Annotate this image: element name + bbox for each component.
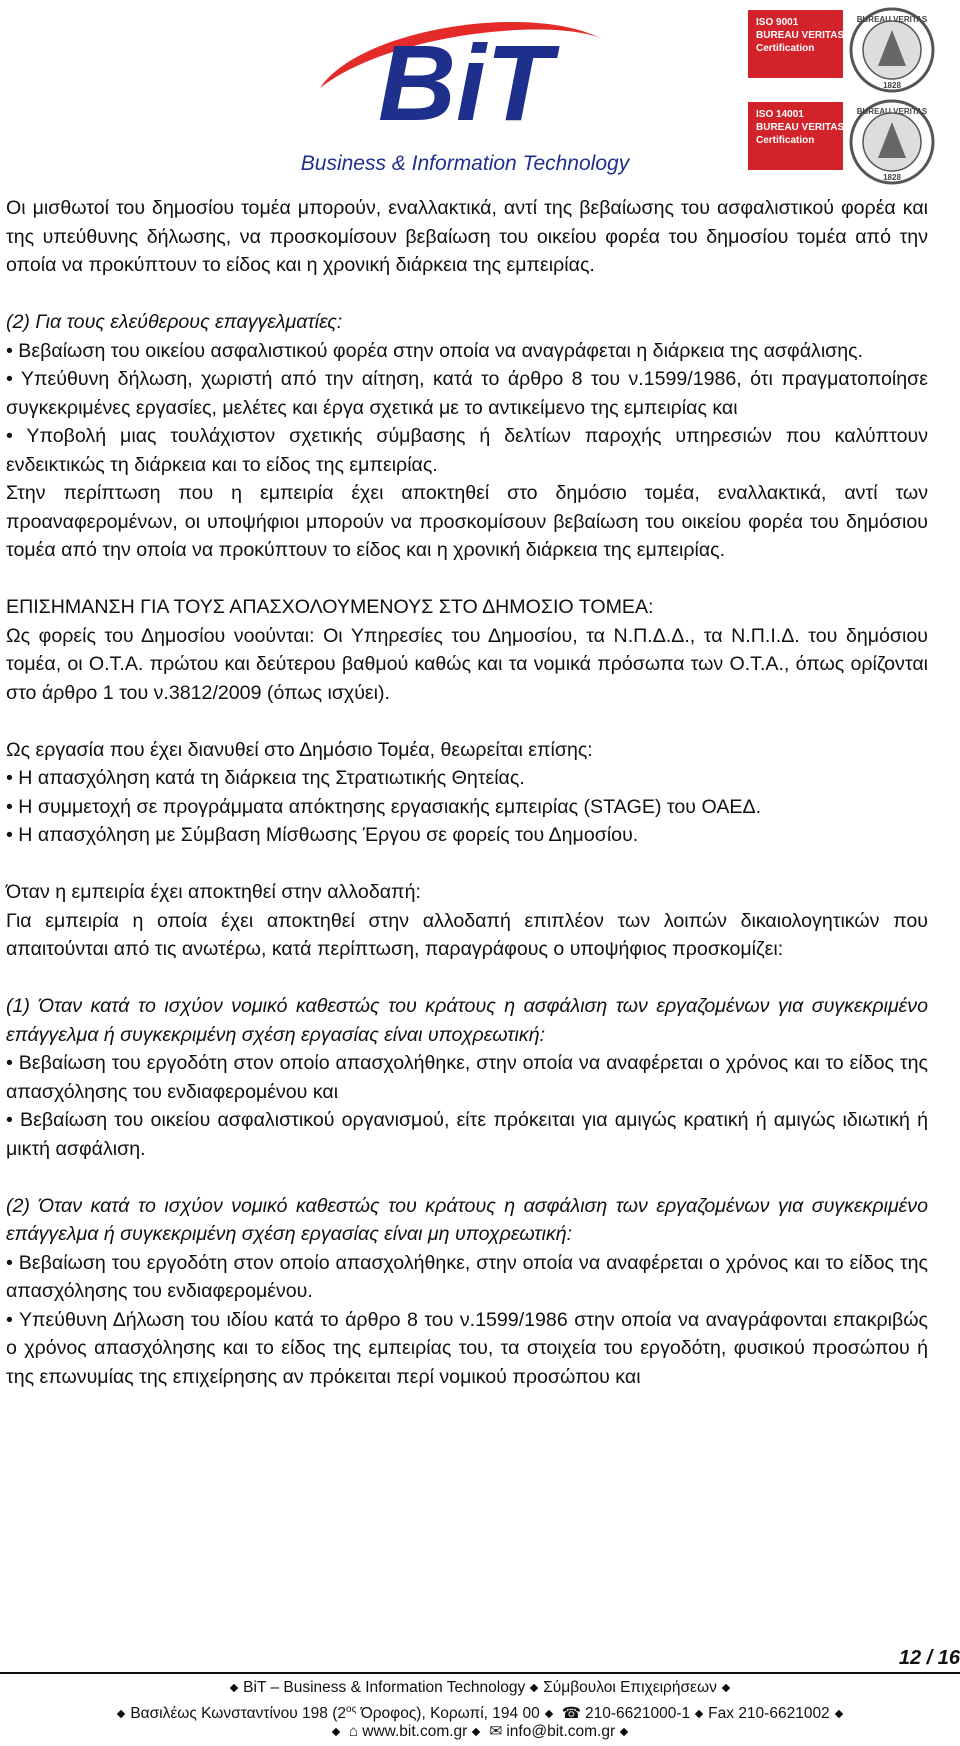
svg-text:1828: 1828 (883, 173, 901, 182)
page-header (0, 0, 960, 190)
document-body (6, 194, 928, 1391)
diamond-icon (117, 1710, 125, 1718)
bullet-item: • Η απασχόληση κατά τη διάρκεια της Στρατιωτικής Θητείας. (6, 767, 525, 789)
phone-icon: ☎ (561, 1705, 582, 1723)
section-heading: (1) Όταν κατά το ισχύον νομικό καθεστώς του κράτους η ασφάλιση των εργαζομένων για συγκεκριμένο επάγγελμα ή συγκεκριμένη σχέση εργασίας είναι υποχρεωτική: (6, 995, 928, 1046)
diamond-icon (472, 1728, 480, 1736)
website-link[interactable]: www.bit.com.gr (362, 1723, 468, 1741)
footer-company-line: BiT – Business & Information Technology Σύμβουλοι Επιχειρήσεων (0, 1678, 960, 1698)
page-footer (0, 1647, 960, 1746)
bullet-item: • Βεβαίωση του εργοδότη στον οποίο απασχολήθηκε, στην οποία να αναφέρεται ο χρόνος και το είδος της απασχόλησης του ενδιαφερομένου. (6, 1251, 928, 1302)
bullet-item: • Υποβολή μιας τουλάχιστον σχετικής σύμβασης ή δελτίων παροχής υπηρεσιών που καλύπτουν ενδεικτικώς τη διάρκεια και το είδος της εμπειρίας. (6, 425, 928, 476)
bullet-item: • Η συμμετοχή σε προγράμματα απόκτησης εργασιακής εμπειρίας (STAGE) του ΟΑΕΔ. (6, 795, 762, 818)
bullet-item: • Βεβαίωση του εργοδότη στον οποίο απασχολήθηκε, στην οποία να αναφέρεται ο χρόνος και το είδος της απασχόλησης του ενδιαφερομένου και (6, 1052, 928, 1103)
bullet-item: • Υπεύθυνη δήλωση, χωριστή από την αίτηση, κατά το άρθρο 8 του ν.1599/1986, ότι πραγματοποίησε συγκεκριμένες εργασίες, μελέτες και έργα σχετικά με το αντικείμενο της εμπειρίας και (6, 368, 928, 419)
section-heading: ΕΠΙΣΗΜΑΝΣΗ ΓΙΑ ΤΟΥΣ ΑΠΑΣΧΟΛΟΥΜΕΝΟΥΣ ΣΤΟ ΔΗΜΟΣΙΟ ΤΟΜΕΑ: (6, 596, 654, 618)
diamond-icon (530, 1684, 538, 1692)
logo-subtitle: Business & Information Technology (300, 152, 630, 175)
paragraph: Στην περίπτωση που η εμπειρία έχει αποκτηθεί στο δημόσιο τομέα, εναλλακτικά, αντί των προαναφερομένων, οι υποψήφιοι μπορούν να προσκομίσουν βεβαίωση του οικείου φορέα του δημόσιου τομέα από την οποία να προκύπτουν το είδος και η χρονική διάρκεια της εμπειρίας. (6, 482, 928, 561)
section-heading: (2) Όταν κατά το ισχύον νομικό καθεστώς του κράτους η ασφάλιση των εργαζομένων για συγκεκριμένο επάγγελμα ή συγκεκριμένη σχέση εργασίας είναι μη υποχρεωτική: (6, 1194, 928, 1245)
iso-14001-badge: ISO 14001 BUREAU VERITAS Certification BUREAU VERITAS 1828 (748, 98, 938, 186)
diamond-icon (834, 1710, 842, 1718)
paragraph: Οι μισθωτοί του δημοσίου τομέα μπορούν, εναλλακτικά, αντί της βεβαίωσης του ασφαλιστικού φορέα και της υπεύθυνης δήλωσης, να προσκομίσουν βεβαίωση του οικείου φορέα του δημοσίου τομέα από την οποία να προκύπτουν το είδος και η χρονική διάρκεια της εμπειρίας. (6, 197, 928, 276)
section-heading: Όταν η εμπειρία έχει αποκτηθεί στην αλλοδαπή: (6, 881, 421, 903)
section-heading: (2) Για τους ελεύθερους επαγγελματίες: (6, 311, 343, 333)
page-number: 12 / 16 (898, 1647, 960, 1669)
mail-icon: ✉ (489, 1723, 503, 1740)
footer-contact-line (0, 1722, 960, 1742)
bullet-item: • Η απασχόληση με Σύμβαση Μίσθωσης Έργου σε φορείς του Δημοσίου. (6, 824, 639, 846)
diamond-icon (544, 1710, 552, 1718)
bullet-item: • Βεβαίωση του οικείου ασφαλιστικού φορέα στην οποία να αναγράφεται η διάρκεια της ασφάλισης. (6, 339, 864, 362)
bit-logo (300, 8, 630, 178)
diamond-icon (332, 1728, 340, 1736)
paragraph: Ως εργασία που έχει διανυθεί στο Δημόσιο Τομέα, θεωρείται επίσης: (6, 738, 593, 761)
footer-address-line: Βασιλέως Κωνσταντίνου 198 ($2^{o\varsigma}$ Όροφος), Κορωπί, 194 00 ☎ 210-6621000-1 Fax 210-6621002 (0, 1700, 960, 1724)
bullet-item: • Υπεύθυνη Δήλωση του ιδίου κατά το άρθρο 8 του ν.1599/1986 στην οποία να αναγράφονται επακριβώς ο χρόνος απασχόλησης και το είδος της εμπειρίας του, τα στοιχεία του εργοδότη, φυσικού προσώπου ή της επωνυμίας της επιχείρησης αν πρόκειται περί νομικού προσώπου και (6, 1308, 928, 1388)
svg-text:1828: 1828 (883, 81, 901, 90)
home-icon: ⌂ (348, 1723, 359, 1740)
email-link[interactable]: info@bit.com.gr (506, 1723, 616, 1741)
logo-text: BiT (378, 22, 552, 143)
paragraph: Ως φορείς του Δημοσίου νοούνται: Οι Υπηρεσίες του Δημοσίου, τα Ν.Π.Δ.Δ., τα Ν.Π.Ι.Δ. του δημόσιου τομέα, οι Ο.Τ.Α. πρώτου και δεύτερου βαθμού καθώς και τα νομικά πρόσωπα των Ο.Τ.Α., όπως ορίζονται στο άρθρο 1 του ν.3812/2009 (όπως ισχύει). (6, 624, 928, 704)
paragraph: Για εμπειρία η οποία έχει αποκτηθεί στην αλλοδαπή επιπλέον των λοιπών δικαιολογητικών που απαιτούνται από τις ανωτέρω, κατά περίπτωση, παραγράφους ο υποψήφιος προσκομίζει: (6, 909, 928, 960)
svg-text:BUREAU VERITAS: BUREAU VERITAS (856, 15, 928, 24)
svg-text:BUREAU VERITAS: BUREAU VERITAS (856, 107, 928, 116)
iso-9001-badge: ISO 9001 BUREAU VERITAS Certification BUREAU VERITAS 1828 (748, 6, 938, 94)
bureau-veritas-seal-icon (848, 6, 936, 94)
diamond-icon (722, 1684, 730, 1692)
bullet-item: • Βεβαίωση του οικείου ασφαλιστικού οργανισμού, είτε πρόκειται για αμιγώς κρατική ή αμιγώς ιδιωτική ή μικτή ασφάλιση. (6, 1109, 928, 1160)
diamond-icon (695, 1710, 703, 1718)
diamond-icon (620, 1728, 628, 1736)
footer-divider (0, 1672, 960, 1674)
diamond-icon (230, 1684, 238, 1692)
bureau-veritas-seal-icon (848, 98, 936, 186)
